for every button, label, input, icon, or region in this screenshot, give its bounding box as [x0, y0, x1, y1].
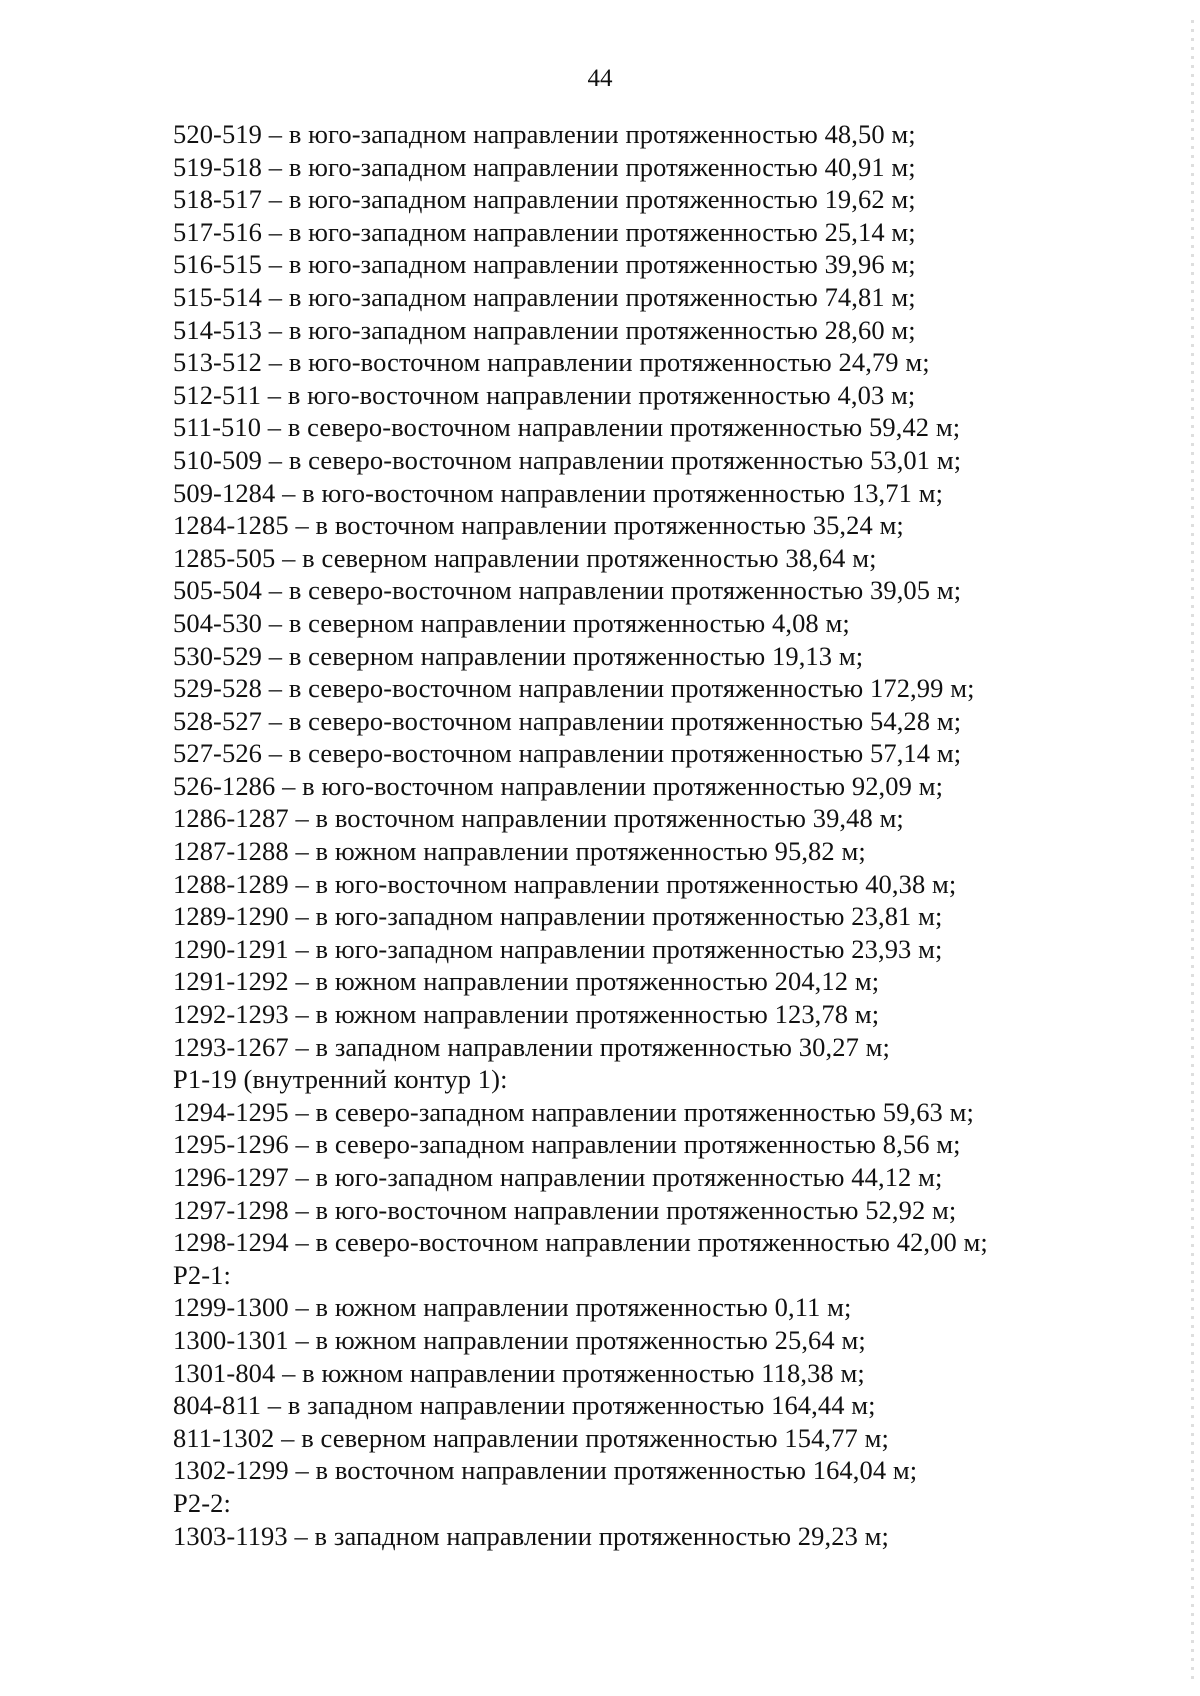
boundary-segment-line: 1288-1289 – в юго-восточном направлении протяженностью 40,38 м; [173, 868, 957, 899]
boundary-segment-line: 511-510 – в северо-восточном направлении протяженностью 59,42 м; [173, 412, 961, 443]
boundary-segment-line: 1303-1193 – в западном направлении протяженностью 29,23 м; [173, 1520, 889, 1551]
boundary-segment-line: 1292-1293 – в южном направлении протяженностью 123,78 м; [173, 999, 880, 1030]
boundary-segment-line: 528-527 – в северо-восточном направлении протяженностью 54,28 м; [173, 705, 962, 736]
boundary-segment-line: 804-811 – в западном направлении протяженностью 164,44 м; [173, 1390, 876, 1421]
boundary-segment-line: 1299-1300 – в южном направлении протяженностью 0,11 м; [173, 1292, 852, 1323]
boundary-segment-line: 504-530 – в северном направлении протяженностью 4,08 м; [173, 607, 850, 638]
boundary-segment-line: 520-519 – в юго-западном направлении протяженностью 48,50 м; [173, 119, 916, 149]
boundary-segment-line: 515-514 – в юго-западном направлении протяженностью 74,81 м; [173, 281, 916, 312]
boundary-segment-line: Р2-1: [173, 1259, 231, 1290]
boundary-segment-line: 513-512 – в юго-восточном направлении протяженностью 24,79 м; [173, 347, 930, 378]
boundary-segment-line: 811-1302 – в северном направлении протяженностью 154,77 м; [173, 1422, 889, 1453]
boundary-segment-line: 512-511 – в юго-восточном направлении протяженностью 4,03 м; [173, 379, 916, 410]
boundary-segment-line: 526-1286 – в юго-восточном направлении протяженностью 92,09 м; [173, 770, 944, 801]
boundary-segment-line: 1297-1298 – в юго-восточном направлении протяженностью 52,92 м; [173, 1194, 957, 1225]
boundary-segment-line: 1296-1297 – в юго-западном направлении протяженностью 44,12 м; [173, 1162, 943, 1192]
boundary-segment-line: 1291-1292 – в южном направлении протяженностью 204,12 м; [173, 966, 880, 997]
boundary-segment-line: 1301-804 – в южном направлении протяженностью 118,38 м; [173, 1357, 865, 1388]
boundary-segment-line: 519-518 – в юго-западном направлении протяженностью 40,91 м; [173, 151, 916, 182]
page-number: 44 [587, 65, 613, 92]
boundary-segment-line: 514-513 – в юго-западном направлении протяженностью 28,60 м; [173, 314, 916, 345]
boundary-segment-line: 1290-1291 – в юго-западном направлении протяженностью 23,93 м; [173, 933, 943, 964]
boundary-segment-line: 518-517 – в юго-западном направлении протяженностью 19,62 м; [173, 184, 916, 215]
boundary-segment-line: 527-526 – в северо-восточном направлении протяженностью 57,14 м; [173, 738, 962, 769]
boundary-segment-line: 1293-1267 – в западном направлении протяженностью 30,27 м; [173, 1031, 890, 1062]
boundary-segment-line: 1294-1295 – в северо-западном направлении протяженностью 59,63 м; [173, 1096, 974, 1127]
boundary-segment-line: 1285-505 – в северном направлении протяженностью 38,64 м; [173, 542, 877, 573]
scan-edge-artifact [1191, 20, 1194, 1680]
boundary-segment-line: 1289-1290 – в юго-западном направлении протяженностью 23,81 м; [173, 901, 943, 932]
boundary-segment-line: 1298-1294 – в северо-восточном направлении протяженностью 42,00 м; [173, 1227, 988, 1258]
boundary-segment-line: 1302-1299 – в восточном направлении протяженностью 164,04 м; [173, 1455, 918, 1486]
boundary-segment-line: 1287-1288 – в южном направлении протяженностью 95,82 м; [173, 836, 866, 867]
boundary-segment-line: 530-529 – в северном направлении протяженностью 19,13 м; [173, 640, 864, 671]
boundary-segment-line: 510-509 – в северо-восточном направлении протяженностью 53,01 м; [173, 444, 962, 475]
boundary-segment-line: 529-528 – в северо-восточном направлении протяженностью 172,99 м; [173, 673, 975, 704]
boundary-segment-line: 1295-1296 – в северо-западном направлении протяженностью 8,56 м; [173, 1129, 961, 1160]
boundary-segment-line: 1300-1301 – в южном направлении протяженностью 25,64 м; [173, 1324, 866, 1355]
boundary-segment-line: Р2-2: [173, 1487, 231, 1518]
boundary-segment-line: 1284-1285 – в восточном направлении протяженностью 35,24 м; [173, 510, 904, 541]
boundary-segment-line: 1286-1287 – в восточном направлении протяженностью 39,48 м; [173, 803, 904, 834]
boundary-segment-line: 505-504 – в северо-восточном направлении протяженностью 39,05 м; [173, 575, 962, 606]
boundary-segment-line: Р1-19 (внутренний контур 1): [173, 1064, 508, 1095]
boundary-segment-line: 517-516 – в юго-западном направлении протяженностью 25,14 м; [173, 216, 916, 247]
boundary-segment-line: 516-515 – в юго-западном направлении протяженностью 39,96 м; [173, 249, 916, 280]
boundary-description-list [173, 118, 1073, 1552]
boundary-segment-line: 509-1284 – в юго-восточном направлении протяженностью 13,71 м; [173, 477, 944, 508]
